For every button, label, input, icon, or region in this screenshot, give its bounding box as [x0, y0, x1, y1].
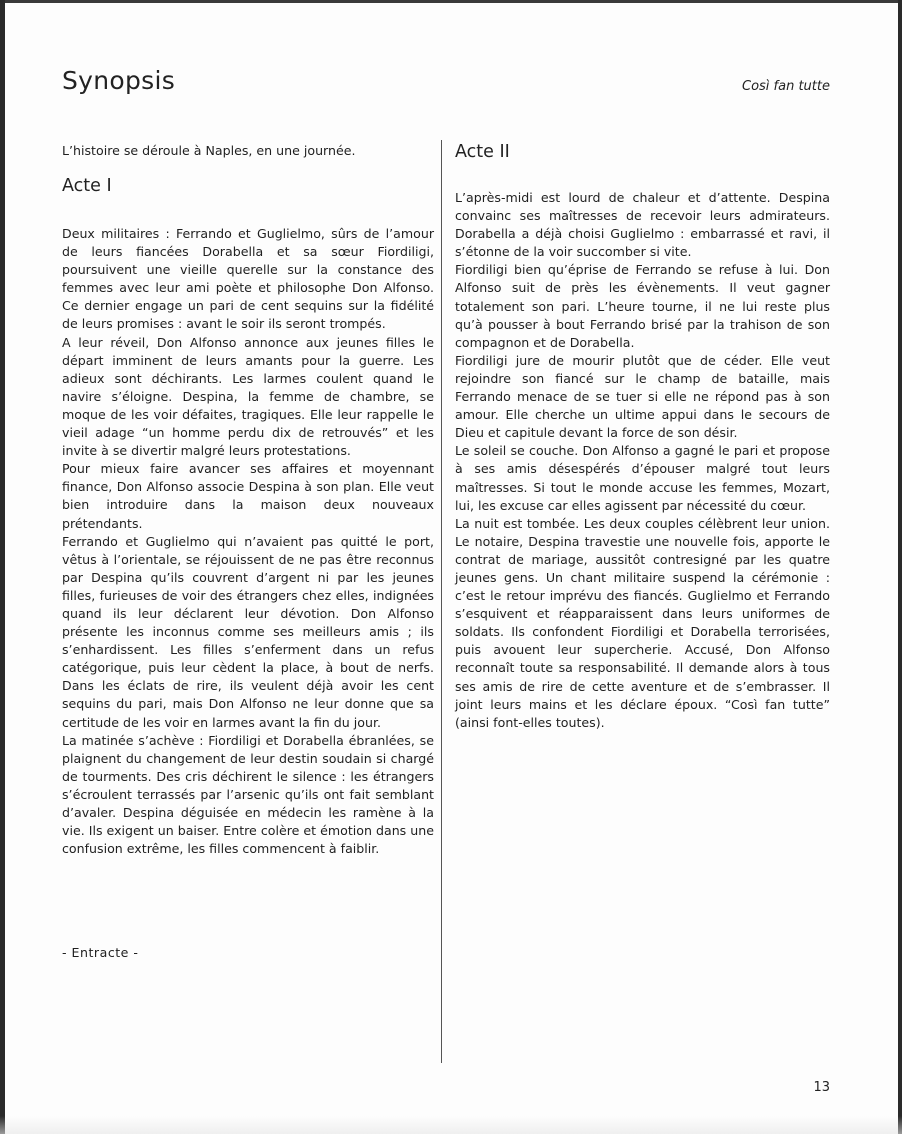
act1-heading: Acte I	[62, 176, 112, 196]
act2-paragraph: Le soleil se couche. Don Alfonso a gagné le pari et propose à ses amis désespérés d’épouser malgré tout leurs maîtresses. Si tout le monde accuse les femmes, Mozart, lui, les excuse car elles agissent par nécessité du cœur.	[455, 443, 830, 513]
act2-paragraph: Fiordiligi bien qu’éprise de Ferrando se refuse à lui. Don Alfonso suit de près les évènements. Il veut gagner totalement son pari. L’heure tourne, il ne lui reste plus qu’à pousser à bout Ferrando brisé par la trahison de son compagnon et de Dorabella.	[455, 262, 830, 350]
act1-paragraph: Ferrando et Guglielmo qui n’avaient pas quitté le port, vêtus à l’orientale, se réjouissent de ne pas être reconnus par Despina qu’ils couvrent d’argent ni par les jeunes filles, furieuses de voir des étrangers chez elles, indignées quand ils leur déclarent leur dévotion. Don Alfonso présente les inconnus comme ses meilleurs amis ; ils s’enhardissent. Les filles s’enferment dans un refus catégorique, puis leur cèdent la place, à bout de nerfs. Dans les éclats de rire, ils veulent déjà avoir les cent sequins du pari, mais Don Alfonso ne leur donne que sa certitude de les voir en larmes avant la fin du jour.	[62, 533, 434, 730]
page-number: 13	[813, 1080, 830, 1095]
running-head: Così fan tutte	[742, 79, 830, 94]
act1-paragraph: Pour mieux faire avancer ses affaires et moyennant finance, Don Alfonso associe Despina à son plan. Elle veut bien introduire dans la maison deux nouveaux prétendants.	[62, 461, 434, 531]
page-title: Synopsis	[62, 66, 176, 95]
scan-edge-top	[0, 0, 902, 3]
act2-paragraph: Fiordiligi jure de mourir plutôt que de céder. Elle veut rejoindre son fiancé sur le champ de bataille, mais Ferrando menace de se tuer si elle ne répond pas à son amour. Elle cherche un ultime appui dans le secours de Dieu et capitule devant la force de son désir.	[455, 352, 830, 441]
scan-edge-left	[0, 0, 5, 1134]
act1-paragraph: La matinée s’achève : Fiordiligi et Dorabella ébranlées, se plaignent du changement de leur destin soudain si chargé de tourments. Des cris déchirent le silence : les étrangers s’écroulent terrassés par l’arsenic qu’ils ont fait semblant d’avaler. Despina déguisée en médecin les ramène à la vie. Ils exigent un baiser. Entre colère et émotion dans une confusion extrême, les filles commencent à faiblir.	[62, 732, 434, 857]
act1-paragraph: Deux militaires : Ferrando et Guglielmo, sûrs de l’amour de leurs fiancées Dorabella et sa sœur Fiordiligi, poursuivent une vieille querelle sur la constance des femmes avec leur ami poète et philosophe Don Alfonso. Ce dernier engage un pari de cent sequins sur la fidélité de leurs promises : avant le soir ils seront trompés.	[62, 226, 434, 332]
column-divider	[441, 140, 442, 1063]
entracte-label: - Entracte -	[62, 945, 139, 960]
act2-body	[455, 189, 830, 732]
scan-edge-right	[898, 0, 902, 1134]
scan-shadow	[0, 1116, 902, 1134]
act2-heading: Acte II	[455, 142, 510, 162]
intro-text: L’histoire se déroule à Naples, en une journée.	[62, 143, 356, 158]
act2-paragraph: L’après-midi est lourd de chaleur et d’attente. Despina convainc ses maîtresses de recevoir leurs admirateurs. Dorabella a déjà choisi Guglielmo : embarrassé et ravi, il s’étonne de la voir succomber si vite.	[455, 190, 830, 260]
act1-paragraph: A leur réveil, Don Alfonso annonce aux jeunes filles le départ imminent de leurs amants pour la guerre. Les adieux sont déchirants. Les larmes coulent quand le navire s’éloigne. Despina, la femme de chambre, se moque de les voir défaites, tragiques. Elle leur rappelle le vieil adage “un homme perdu dix de retrouvés” et les invite à se divertir malgré leurs protestations.	[62, 334, 434, 459]
act1-body	[62, 225, 434, 858]
act2-paragraph: La nuit est tombée. Les deux couples célèbrent leur union. Le notaire, Despina travestie une nouvelle fois, apporte le contrat de mariage, aussitôt contresigné par les quatre jeunes gens. Un chant militaire suspend la cérémonie : c’est le retour imprévu des fiancés. Guglielmo et Ferrando s’esquivent et réapparaissent dans leurs uniformes de soldats. Ils confondent Fiordiligi et Dorabella terrorisées, puis avouent leur supercherie. Accusé, Don Alfonso reconnaît toute sa responsabilité. Il demande alors à tous ses amis de rire de cette aventure et de s’embrasser. Il joint leurs mains et les déclare époux. “Così fan tutte” (ainsi font-elles toutes).	[455, 515, 830, 730]
